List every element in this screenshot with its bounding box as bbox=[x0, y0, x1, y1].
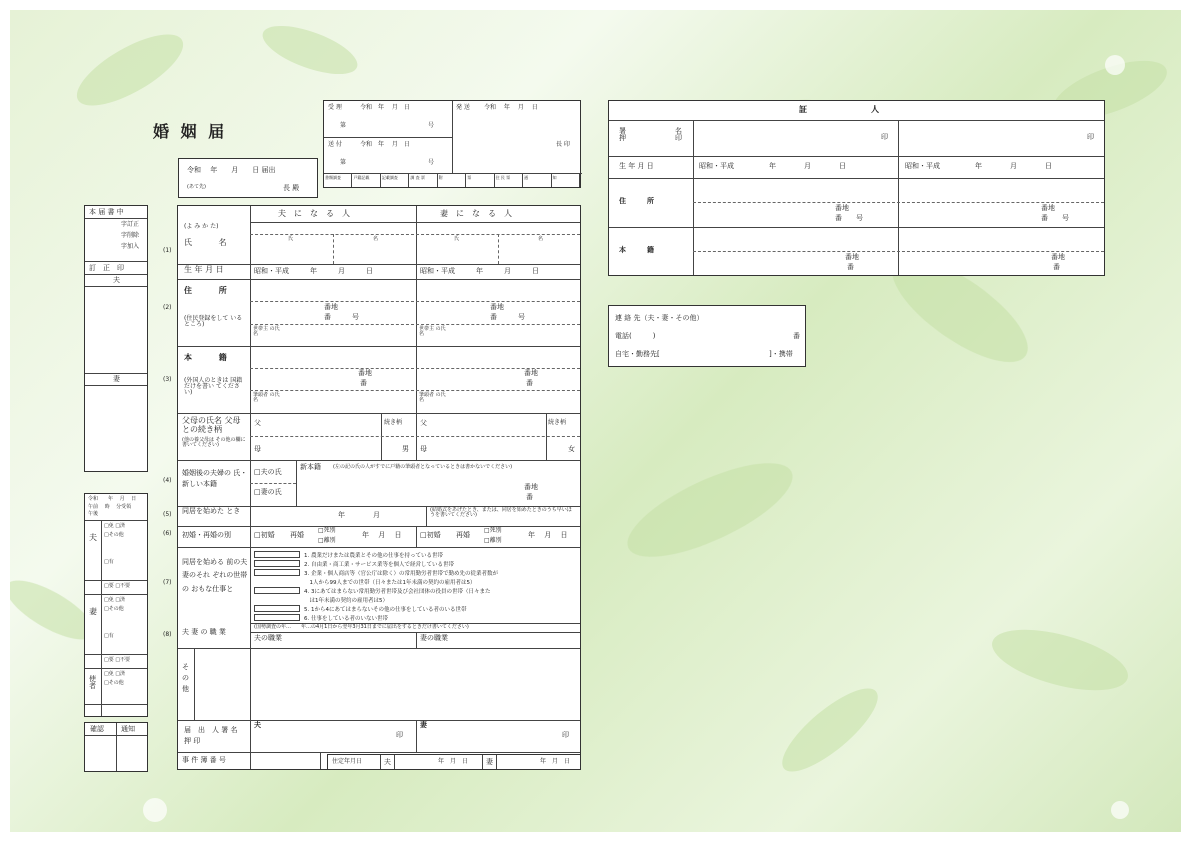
parents-note: (他の養父母は その他の欄に 書いてください) bbox=[182, 437, 246, 448]
parents-label: 父母の氏名 父母との続き柄 bbox=[182, 416, 241, 434]
addr-label: 住 所 bbox=[184, 286, 227, 295]
w1-honseki-ban: 番 bbox=[847, 263, 854, 271]
time-0: 令和 年 月 日 bbox=[88, 496, 137, 502]
time-2: 午後 bbox=[88, 511, 99, 517]
row-num-5: (5) bbox=[163, 511, 172, 518]
receipt-panel bbox=[84, 493, 148, 717]
contact-title: 連 絡 先（夫・妻・その他） bbox=[615, 314, 704, 322]
h-divorced[interactable]: □離別 bbox=[318, 537, 336, 544]
h-opt-c: □その他 bbox=[104, 532, 124, 538]
w1-birth: 昭和・平成 年 月 日 bbox=[699, 162, 846, 170]
office-col: 戸籍記載 bbox=[352, 173, 380, 187]
w1-banchi: 番地 bbox=[835, 204, 849, 212]
w-remarriage: 再婚 bbox=[456, 531, 470, 539]
submit-addressee: (あて先) bbox=[187, 184, 206, 190]
h-label: 夫 bbox=[89, 533, 97, 542]
sig-wife: 妻 bbox=[420, 721, 427, 729]
corr-2: 字加入 bbox=[121, 243, 140, 250]
opt-husband-surname[interactable]: □夫の氏 bbox=[254, 468, 282, 476]
row-num-6: (6) bbox=[163, 530, 172, 537]
contact-phone[interactable]: 電話( ) bbox=[615, 332, 656, 340]
work-checkbox-pair[interactable] bbox=[254, 614, 300, 621]
work-label: 同居を始める 前の夫妻のそれ ぞれの世帯の おもな仕事と bbox=[182, 558, 248, 593]
chief-seal: 長 印 bbox=[556, 141, 570, 148]
w-job: 妻の職業 bbox=[420, 634, 448, 642]
main-form bbox=[177, 205, 581, 770]
h-remarriage: 再婚 bbox=[290, 531, 304, 539]
row-num-7: (7) bbox=[163, 579, 172, 586]
sig-w-seal: 印 bbox=[562, 731, 569, 739]
office-col: 票 bbox=[466, 173, 494, 187]
w-opt-e: □有 bbox=[104, 633, 114, 639]
time-1: 午前 時 分受領 bbox=[88, 504, 132, 510]
work-item-text: 2. 自由業・商工業・サービス業等を個人で経営している世帯 bbox=[304, 561, 454, 568]
work-item bbox=[254, 559, 578, 568]
work-item-text: 3. 企業・個人商店等（官公庁は除く）の常用勤労者世帯で勤め先の従業者数が bbox=[304, 570, 498, 577]
w-father: 父 bbox=[420, 419, 427, 427]
office-col: 調 査 票 bbox=[409, 173, 437, 187]
col-wife: 妻 に な る 人 bbox=[440, 209, 512, 218]
h-father: 父 bbox=[254, 419, 261, 427]
h-birth: 昭和・平成 年 月 日 bbox=[254, 267, 373, 275]
w2-birth: 昭和・平成 年 月 日 bbox=[905, 162, 1052, 170]
confirm-label: 確認 bbox=[90, 725, 104, 733]
work-item bbox=[254, 586, 578, 595]
recv-label: 受 理 bbox=[328, 104, 342, 111]
h-first-marriage[interactable]: □初婚 bbox=[254, 531, 275, 539]
son-label: 男 bbox=[402, 445, 409, 453]
office-col: 書類調査 bbox=[324, 173, 352, 187]
w1-honseki-banchi: 番地 bbox=[845, 253, 859, 261]
w-uji: 氏 bbox=[454, 236, 460, 242]
fixed-h: 夫 bbox=[384, 758, 391, 766]
w-opt-c: □その他 bbox=[104, 606, 124, 612]
work-item-text: 1. 農業だけまたは農業とその他の仕事を持っている世帯 bbox=[304, 552, 443, 559]
work-checkbox-pair[interactable] bbox=[254, 587, 300, 594]
row-num-1: (1) bbox=[163, 247, 172, 254]
w-mei: 名 bbox=[538, 236, 544, 242]
witness-birth-label: 生 年 月 日 bbox=[619, 162, 654, 170]
h-ban: 番 号 bbox=[324, 313, 359, 321]
h-opt-a: □免 □済 bbox=[104, 523, 126, 529]
envoy-label: 使 者 bbox=[89, 675, 96, 690]
w-opt-req: □要 □不要 bbox=[104, 657, 131, 663]
addr-note: (住民登録をして いるところ) bbox=[184, 315, 243, 328]
correction-panel bbox=[84, 205, 148, 472]
h-banchi: 番地 bbox=[324, 303, 338, 311]
office-use-box bbox=[323, 100, 581, 188]
fixed-w: 妻 bbox=[486, 758, 493, 766]
contact-box bbox=[608, 305, 806, 367]
office-col: 住 民 票 bbox=[495, 173, 523, 187]
work-checkbox-pair[interactable] bbox=[254, 605, 300, 612]
w-hittousha: 筆頭者 の氏名 bbox=[419, 392, 446, 403]
dispatch-date: 令和 年 月 日 bbox=[484, 104, 538, 111]
row-num-3: (3) bbox=[163, 376, 172, 383]
job-label: 夫 妻 の 職 業 bbox=[182, 628, 226, 636]
office-col: 通 bbox=[523, 173, 551, 187]
office-col: 知 bbox=[552, 173, 580, 187]
w-banchi: 番地 bbox=[490, 303, 504, 311]
contact-home[interactable]: 自宅・勤務先[ bbox=[615, 350, 660, 358]
dispatch-label: 発 送 bbox=[456, 104, 470, 111]
submit-date: 令和 年 月 日 届出 bbox=[187, 166, 276, 174]
submission-box bbox=[178, 158, 318, 198]
work-item bbox=[254, 550, 578, 559]
daughter-label: 女 bbox=[568, 445, 575, 453]
row-num-4: (4) bbox=[163, 477, 172, 484]
w2-banchi: 番地 bbox=[1041, 204, 1055, 212]
sig-husband: 夫 bbox=[254, 721, 261, 729]
send-label: 送 付 bbox=[328, 141, 342, 148]
confirm-panel bbox=[84, 722, 148, 772]
send-num-suffix: 号 bbox=[428, 159, 435, 166]
submit-to: 長 殿 bbox=[283, 184, 300, 192]
work-checkbox-pair[interactable] bbox=[254, 560, 300, 567]
w-opt-a: □免 □済 bbox=[104, 597, 126, 603]
marriage-type-label: 初婚・再婚の別 bbox=[182, 531, 231, 539]
work-item bbox=[254, 568, 578, 577]
corr-1: 字削除 bbox=[121, 232, 140, 239]
h-job: 夫の職業 bbox=[254, 634, 282, 642]
work-item-text: 6. 仕事をしている者のいない世帯 bbox=[304, 615, 388, 622]
e-opt-a: □免 □済 bbox=[104, 671, 126, 677]
h-remarry-date: 年 月 日 bbox=[362, 531, 402, 539]
h-zokugara: 続き柄 bbox=[384, 419, 403, 426]
w-divorced[interactable]: □離別 bbox=[484, 537, 502, 544]
new-ban: 番 bbox=[526, 493, 533, 501]
w-zokugara: 続き柄 bbox=[548, 419, 567, 426]
fixed-w-date: 年 月 日 bbox=[540, 758, 571, 765]
office-columns bbox=[324, 173, 580, 187]
witness-box bbox=[608, 100, 1105, 276]
contact-ban: 番 bbox=[793, 332, 800, 340]
w-honseki-banchi: 番地 bbox=[524, 369, 538, 377]
witness-sign-1: 署 押 bbox=[619, 127, 626, 142]
w2-honseki-banchi: 番地 bbox=[1051, 253, 1065, 261]
form-title: 婚 姻 届 bbox=[153, 122, 228, 141]
fixed-date-strip bbox=[327, 754, 581, 770]
work-item-text: 1人から99人までの世帯（日々または1年未満の契約の雇用者は5） bbox=[304, 579, 476, 586]
honseki-note: (外国人のときは 国籍だけを書い てください) bbox=[184, 377, 243, 396]
notify-label: 通知 bbox=[121, 725, 135, 733]
recv-num-suffix: 号 bbox=[428, 122, 435, 129]
office-col: 記載調査 bbox=[381, 173, 409, 187]
seal-label: 訂 正 印 bbox=[89, 264, 124, 272]
new-honseki-note: (左の記の氏の人がすでに戸籍の筆頭者となっているときは書かないでください) bbox=[333, 464, 513, 470]
work-item-text: 5. 1から4にあてはまらないその他の仕事をしている者のいる世帯 bbox=[304, 606, 467, 613]
w-first-marriage[interactable]: □初婚 bbox=[420, 531, 441, 539]
case-label: 事 件 簿 番 号 bbox=[182, 756, 226, 764]
census-note: (国勢調査の年… 年…の4月1日から翌年3月31日までに届出をするときだけ書いてください) bbox=[254, 624, 469, 630]
new-banchi: 番地 bbox=[524, 483, 538, 491]
recv-date: 令和 年 月 日 bbox=[360, 104, 410, 111]
col-husband: 夫 に な る 人 bbox=[278, 209, 350, 218]
witness-addr-label: 住 所 bbox=[619, 197, 654, 205]
honseki-label: 本 籍 bbox=[184, 353, 227, 362]
sig-h-seal: 印 bbox=[396, 731, 403, 739]
witness-sign-2: 名 印 bbox=[675, 127, 682, 142]
h-died[interactable]: □死別 bbox=[318, 527, 336, 534]
witness-honseki-label: 本 籍 bbox=[619, 246, 654, 254]
fixed-label: 住定年月日 bbox=[332, 758, 363, 765]
cohabit-label: 同居を始めた とき bbox=[182, 507, 241, 515]
work-checkbox-pair[interactable] bbox=[254, 569, 300, 576]
work-item bbox=[254, 613, 578, 622]
corr-0: 字訂正 bbox=[121, 221, 140, 228]
name-label: 氏 名 bbox=[184, 238, 227, 247]
send-num: 第 bbox=[340, 159, 347, 166]
h-uji: 氏 bbox=[288, 236, 294, 242]
e-opt-c: □その他 bbox=[104, 680, 124, 686]
h-hittousha: 筆頭者 の氏名 bbox=[253, 392, 280, 403]
row-num-2: (2) bbox=[163, 304, 172, 311]
w1-ban: 番 号 bbox=[835, 214, 863, 222]
w-died[interactable]: □死別 bbox=[484, 527, 502, 534]
cohabit-note: (結婚式をあげたとき、または、同居を始めたときのうち早いほうを書いてください) bbox=[430, 507, 572, 518]
other-label: そ の 他 bbox=[182, 663, 189, 694]
recv-num: 第 bbox=[340, 122, 347, 129]
h-honseki-banchi: 番地 bbox=[358, 369, 372, 377]
w-ban: 番 号 bbox=[490, 313, 525, 321]
h-setainushi: 世帯主 の氏名 bbox=[253, 326, 280, 337]
yomi-label: (よ み か た) bbox=[184, 223, 219, 230]
row-num-8: (8) bbox=[163, 631, 172, 638]
office-col: 附 bbox=[438, 173, 466, 187]
work-item-text: 4. 3にあてはまらない常用勤労者世帯及び会社団体の役員の世帯（日々また bbox=[304, 588, 491, 595]
w-honseki-ban: 番 bbox=[526, 379, 533, 387]
work-item bbox=[254, 595, 578, 604]
w-mother: 母 bbox=[420, 445, 427, 453]
witness-header: 証 人 bbox=[799, 105, 879, 114]
wife-label: 妻 bbox=[113, 375, 120, 383]
w1-seal: 印 bbox=[881, 133, 888, 141]
husband-label: 夫 bbox=[113, 276, 120, 284]
w2-seal: 印 bbox=[1087, 133, 1094, 141]
h-opt-req: □要 □不要 bbox=[104, 583, 131, 589]
h-mei: 名 bbox=[373, 236, 379, 242]
work-item bbox=[254, 577, 578, 586]
h-opt-e: □有 bbox=[104, 559, 114, 565]
w2-ban: 番 号 bbox=[1041, 214, 1069, 222]
opt-wife-surname[interactable]: □妻の氏 bbox=[254, 488, 282, 496]
w-remarry-date: 年 月 日 bbox=[528, 531, 568, 539]
w-birth: 昭和・平成 年 月 日 bbox=[420, 267, 539, 275]
h-mother: 母 bbox=[254, 445, 261, 453]
h-honseki-ban: 番 bbox=[360, 379, 367, 387]
work-item-text: は1年未満の契約の雇用者は5） bbox=[304, 597, 388, 604]
w2-honseki-ban: 番 bbox=[1053, 263, 1060, 271]
w-label: 妻 bbox=[89, 607, 97, 616]
contact-mobile: ]・携帯 bbox=[769, 350, 793, 358]
work-checkbox-pair[interactable] bbox=[254, 551, 300, 558]
birth-label: 生 年 月 日 bbox=[184, 265, 224, 274]
fixed-h-date: 年 月 日 bbox=[438, 758, 469, 765]
new-honseki-label: 新本籍 bbox=[300, 463, 321, 471]
w-setainushi: 世帯主 の氏名 bbox=[419, 326, 446, 337]
panel-header: 本 届 書 中 bbox=[89, 208, 124, 216]
cohabit-value[interactable]: 年 月 bbox=[338, 511, 380, 519]
work-list bbox=[254, 550, 578, 622]
send-date: 令和 年 月 日 bbox=[360, 141, 410, 148]
work-item bbox=[254, 604, 578, 613]
newname-label: 婚姻後の夫婦の 氏・新しい本籍 bbox=[182, 469, 248, 489]
signer-label: 届 出 人 署 名 押 印 bbox=[184, 726, 238, 745]
